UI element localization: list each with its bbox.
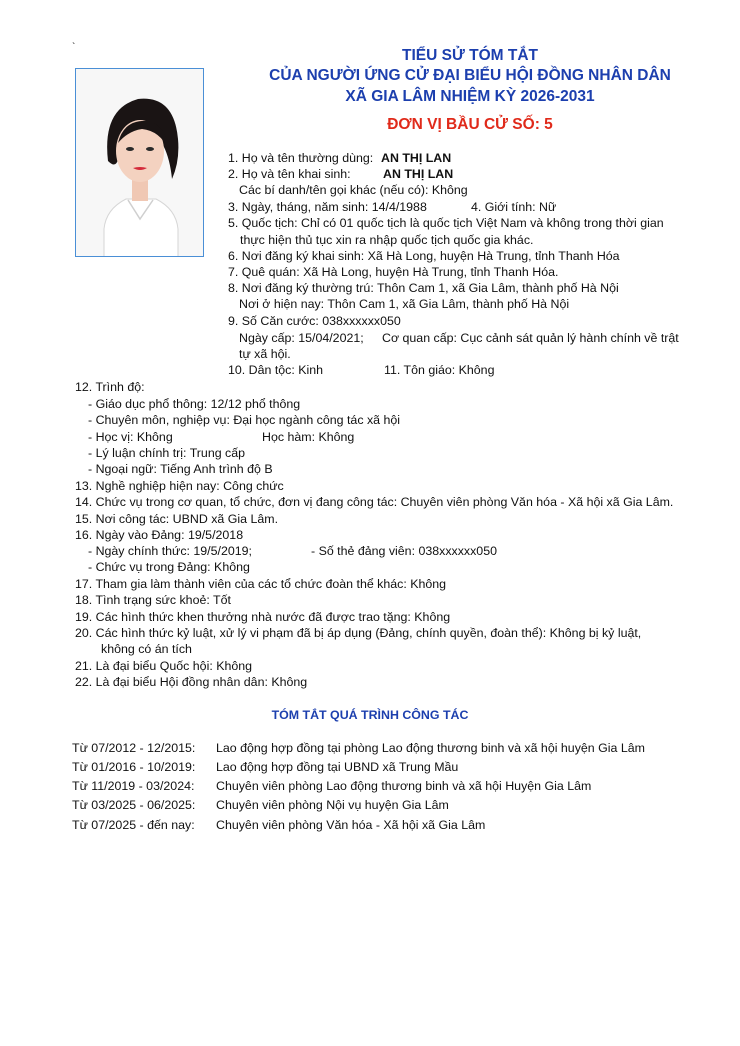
bio-item-18: 18. Tình trạng sức khoẻ: Tốt bbox=[75, 593, 231, 607]
bio-item-4: 4. Giới tính: Nữ bbox=[471, 200, 557, 214]
bio-item-1-value: AN THỊ LAN bbox=[381, 151, 452, 165]
work-period: Từ 01/2016 - 10/2019: bbox=[72, 760, 196, 774]
bio-item-12: 12. Trình độ: bbox=[75, 380, 145, 394]
work-description: Lao động hợp đồng tại phòng Lao động thương binh và xã hội huyện Gia Lâm bbox=[216, 741, 645, 755]
electoral-unit: ĐƠN VỊ BẦU CỬ SỐ: 5 bbox=[387, 116, 553, 133]
bio-item-22: 22. Là đại biểu Hội đồng nhân dân: Không bbox=[75, 675, 308, 689]
bio-item-2-other: Các bí danh/tên gọi khác (nếu có): Không bbox=[239, 183, 468, 197]
work-history-title: TÓM TẮT QUÁ TRÌNH CÔNG TÁC bbox=[271, 708, 469, 722]
bio-item-17: 17. Tham gia làm thành viên của các tổ chức đoàn thể khác: Không bbox=[75, 577, 447, 591]
work-period: Từ 11/2019 - 03/2024: bbox=[72, 779, 195, 793]
bio-item-12a: - Giáo dục phổ thông: 12/12 phổ thông bbox=[88, 397, 301, 411]
bio-item-16a: - Ngày chính thức: 19/5/2019; bbox=[88, 544, 252, 558]
bio-item-9-date: Ngày cấp: 15/04/2021; bbox=[239, 331, 364, 345]
title-line-1: TIỂU SỬ TÓM TẮT bbox=[402, 47, 538, 64]
bio-item-8a: 8. Nơi đăng ký thường trú: Thôn Cam 1, xã Gia Lâm, thành phố Hà Nội bbox=[228, 281, 619, 295]
bio-item-19: 19. Các hình thức khen thưởng nhà nước đã được trao tặng: Không bbox=[75, 610, 451, 624]
bio-item-13: 13. Nghề nghiệp hiện nay: Công chức bbox=[75, 479, 284, 493]
title-line-2: CỦA NGƯỜI ỨNG CỬ ĐẠI BIỂU HỘI ĐỒNG NHÂN DÂN bbox=[269, 67, 671, 84]
bio-item-9-org-cont: tự xã hội. bbox=[239, 347, 291, 361]
bio-item-12e: - Ngoại ngữ: Tiếng Anh trình độ B bbox=[88, 462, 273, 476]
bio-item-14: 14. Chức vụ trong cơ quan, tổ chức, đơn vị đang công tác: Chuyên viên phòng Văn hóa - Xã hội xã Gia Lâm. bbox=[75, 495, 674, 509]
work-row bbox=[72, 778, 692, 794]
bio-item-20a: 20. Các hình thức kỷ luật, xử lý vi phạm đã bị áp dụng (Đảng, chính quyền, đoàn thể): Không bị kỷ luật, bbox=[75, 626, 642, 640]
bio-item-12b: - Chuyên môn, nghiệp vụ: Đại học ngành công tác xã hội bbox=[88, 413, 401, 427]
stray-mark: ` bbox=[72, 42, 76, 53]
bio-item-9-org: Cơ quan cấp: Cục cảnh sát quản lý hành chính về trật bbox=[382, 331, 679, 345]
bio-item-9: 9. Số Căn cước: 038xxxxxx050 bbox=[228, 314, 401, 328]
work-description: Chuyên viên phòng Văn hóa - Xã hội xã Gia Lâm bbox=[216, 818, 486, 832]
title-line-3: XÃ GIA LÂM NHIỆM KỲ 2026-2031 bbox=[345, 88, 595, 105]
bio-item-12c-degree: - Học vị: Không bbox=[88, 430, 173, 444]
bio-item-7: 7. Quê quán: Xã Hà Long, huyện Hà Trung, tỉnh Thanh Hóa. bbox=[228, 265, 559, 279]
work-row bbox=[72, 740, 692, 756]
bio-item-11: 11. Tôn giáo: Không bbox=[384, 363, 495, 377]
bio-item-6: 6. Nơi đăng ký khai sinh: Xã Hà Long, huyện Hà Trung, tỉnh Thanh Hóa bbox=[228, 249, 620, 263]
bio-item-21: 21. Là đại biểu Quốc hội: Không bbox=[75, 659, 253, 673]
bio-item-16c: - Chức vụ trong Đảng: Không bbox=[88, 560, 250, 574]
bio-item-2-label: 2. Họ và tên khai sinh: bbox=[228, 167, 351, 181]
work-description: Lao động hợp đồng tại UBND xã Trung Mầu bbox=[216, 760, 459, 774]
work-description: Chuyên viên phòng Nội vụ huyện Gia Lâm bbox=[216, 798, 449, 812]
bio-item-16b: - Số thẻ đảng viên: 038xxxxxx050 bbox=[311, 544, 497, 558]
work-description: Chuyên viên phòng Lao động thương binh và xã hội Huyện Gia Lâm bbox=[216, 779, 592, 793]
bio-item-15: 15. Nơi công tác: UBND xã Gia Lâm. bbox=[75, 512, 279, 526]
work-period: Từ 07/2025 - đến nay: bbox=[72, 818, 195, 832]
work-period: Từ 07/2012 - 12/2015: bbox=[72, 741, 196, 755]
work-row bbox=[72, 817, 692, 833]
bio-item-8b: Nơi ở hiện nay: Thôn Cam 1, xã Gia Lâm, thành phố Hà Nội bbox=[239, 297, 570, 311]
bio-item-20b: không có án tích bbox=[101, 642, 192, 656]
candidate-photo bbox=[75, 68, 204, 257]
bio-item-12c-title: Học hàm: Không bbox=[262, 430, 355, 444]
work-period: Từ 03/2025 - 06/2025: bbox=[72, 798, 196, 812]
bio-item-1-label: 1. Họ và tên thường dùng: bbox=[228, 151, 374, 165]
bio-item-5b: thực hiện thủ tục xin ra nhập quốc tịch quốc gia khác. bbox=[240, 233, 534, 247]
bio-item-12d: - Lý luận chính trị: Trung cấp bbox=[88, 446, 246, 460]
bio-item-3: 3. Ngày, tháng, năm sinh: 14/4/1988 bbox=[228, 200, 427, 214]
bio-item-2-value: AN THỊ LAN bbox=[383, 167, 454, 181]
work-row bbox=[72, 759, 692, 775]
portrait-illustration bbox=[76, 69, 204, 257]
bio-item-16: 16. Ngày vào Đảng: 19/5/2018 bbox=[75, 528, 244, 542]
bio-item-10: 10. Dân tộc: Kinh bbox=[228, 363, 324, 377]
bio-item-5a: 5. Quốc tịch: Chỉ có 01 quốc tịch là quốc tịch Việt Nam và không trong thời gian bbox=[228, 216, 664, 230]
work-row bbox=[72, 797, 692, 813]
